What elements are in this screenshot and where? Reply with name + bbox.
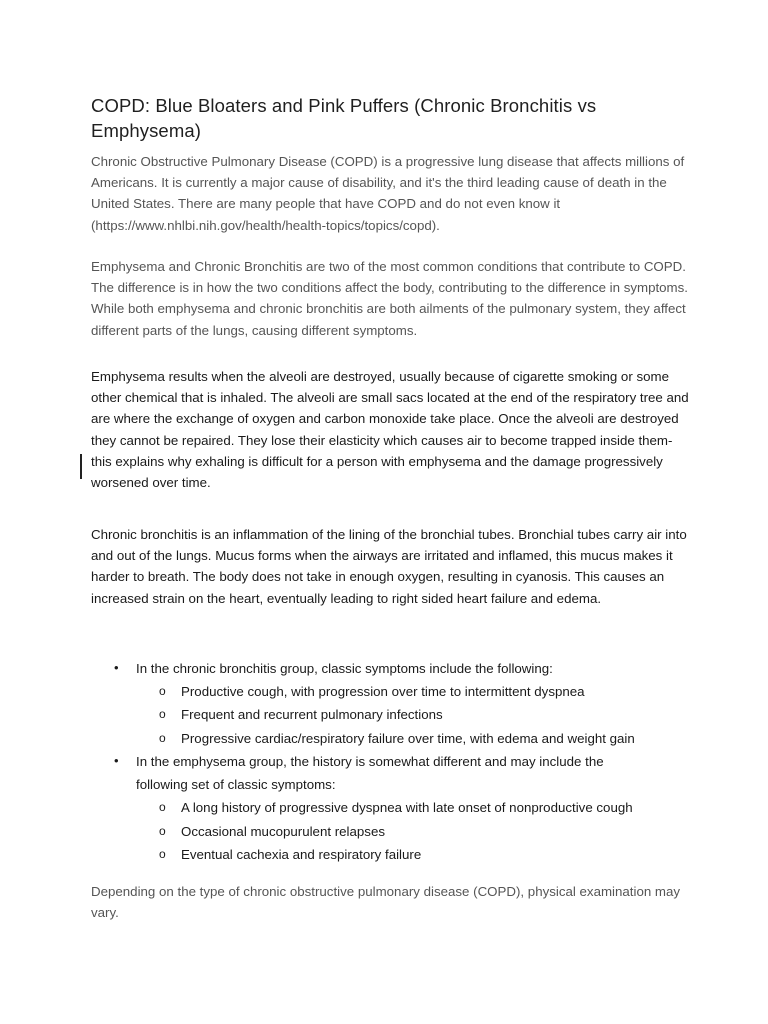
sub-bullet-marker: o <box>159 847 166 861</box>
closing-paragraph: Depending on the type of chronic obstructive pulmonary disease (COPD), physical examination may vary. <box>91 884 681 921</box>
list-subitem: Progressive cardiac/respiratory failure over time, with edema and weight gain <box>181 731 635 746</box>
list-subitem: Productive cough, with progression over time to intermittent dyspnea <box>181 684 585 699</box>
sub-bullet-marker: o <box>159 731 166 745</box>
emphysema-paragraph: Emphysema results when the alveoli are destroyed, usually because of cigarette smoking or some other chemical that is inhaled. The alveoli are small sacs located at the end of the respiratory tree and are where the exchange of oxygen and carbon monoxide take place. Once the alveoli are destroyed they cannot be repaired. They lose their elasticity which causes air to become trapped inside them- this explains why exhaling is difficult for a person with emphysema and the damage progressively worsened over time. <box>91 369 689 491</box>
sub-bullet-marker: o <box>159 684 166 698</box>
text-cursor <box>80 454 82 479</box>
bronchitis-paragraph: Chronic bronchitis is an inflammation of the lining of the bronchial tubes. Bronchial tubes carry air into and out of the lungs. Mucus forms when the airways are irritated and inflamed, this mucus makes it harder to breath. The body does not take in enough oxygen, resulting in cyanosis. This causes an increased strain on the heart, eventually leading to right sided heart failure and edema. <box>91 527 687 606</box>
sub-bullet-marker: o <box>159 707 166 721</box>
sub-bullet-marker: o <box>159 800 166 814</box>
list-subitem: A long history of progressive dyspnea with late onset of nonproductive cough <box>181 800 633 815</box>
list-item: In the chronic bronchitis group, classic symptoms include the following: <box>136 661 553 676</box>
sub-bullet-marker: o <box>159 824 166 838</box>
list-subitem: Frequent and recurrent pulmonary infections <box>181 707 443 722</box>
list-subitem: Eventual cachexia and respiratory failure <box>181 847 422 862</box>
list-item-continuation: following set of classic symptoms: <box>136 777 336 792</box>
intro-paragraph: Chronic Obstructive Pulmonary Disease (COPD) is a progressive lung disease that affects millions of Americans. It is currently a major cause of disability, and it's the third leading cause of death in the United States. There are many people that have COPD and do not even know it (https://www.nhlbi.nih.gov/health/health-topics/topics/copd). <box>91 154 685 233</box>
list-subitem: Occasional mucopurulent relapses <box>181 824 385 839</box>
list-item: In the emphysema group, the history is somewhat different and may include the <box>136 754 604 769</box>
bullet-marker: • <box>114 660 119 675</box>
conditions-paragraph: Emphysema and Chronic Bronchitis are two of the most common conditions that contribute to COPD. The difference is in how the two conditions affect the body, contributing to the difference in symptoms. While both emphysema and chronic bronchitis are both ailments of the pulmonary system, they affect different parts of the lungs, causing different symptoms. <box>91 259 688 338</box>
bullet-marker: • <box>114 753 119 768</box>
document-title: COPD: Blue Bloaters and Pink Puffers (Chronic Bronchitis vs Emphysema) <box>91 95 597 141</box>
